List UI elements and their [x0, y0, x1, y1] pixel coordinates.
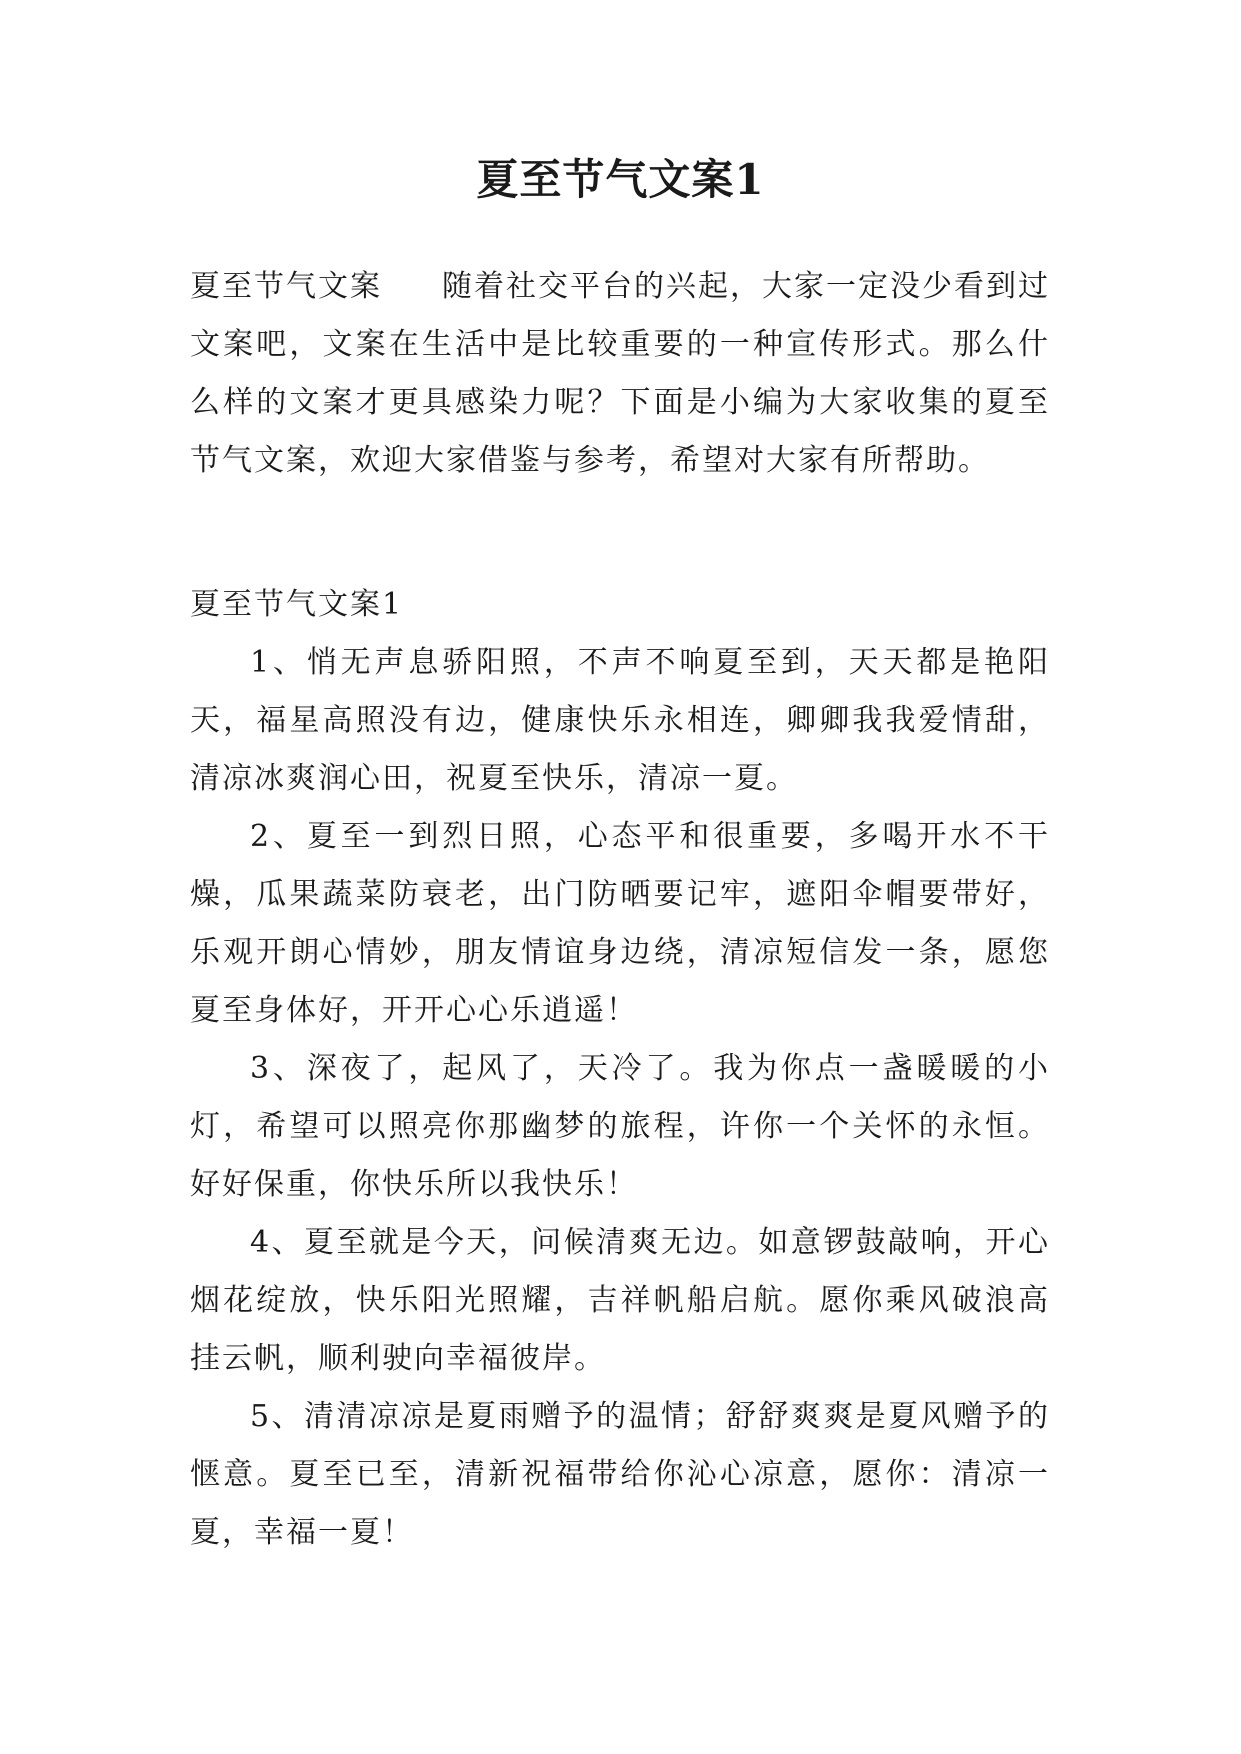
- intro-paragraph: [190, 258, 1050, 490]
- intro-text: 随着社交平台的兴起，大家一定没少看到过文案吧，文案在生活中是比较重要的一种宣传形式。那么什么样的文案才更具感染力呢？下面是小编为大家收集的夏至节气文案，欢迎大家借鉴与参考，希望对大家有所帮助。: [190, 269, 1050, 478]
- list-item: 1、悄无声息骄阳照，不声不响夏至到，天天都是艳阳天，福星高照没有边，健康快乐永相连，卿卿我我爱情甜，清凉冰爽润心田，祝夏至快乐，清凉一夏。: [190, 645, 1050, 796]
- document-title: 夏至节气文案1: [476, 155, 765, 204]
- list-item: 2、夏至一到烈日照，心态平和很重要，多喝开水不干燥，瓜果蔬菜防衰老，出门防晒要记牢，遮阳伞帽要带好，乐观开朗心情妙，朋友情谊身边绕，清凉短信发一条，愿您夏至身体好，开开心心乐逍遥！: [190, 819, 1050, 1028]
- intro-lead: 夏至节气文案: [190, 269, 382, 304]
- section-heading: 夏至节气文案1: [190, 587, 404, 622]
- list-item: 5、清清凉凉是夏雨赠予的温情；舒舒爽爽是夏风赠予的惬意。夏至已至，清新祝福带给你沁心凉意，愿你：清凉一夏，幸福一夏！: [190, 1399, 1050, 1550]
- item-list: [190, 634, 1050, 1562]
- list-item: 4、夏至就是今天，问候清爽无边。如意锣鼓敲响，开心烟花绽放，快乐阳光照耀，吉祥帆船启航。愿你乘风破浪高挂云帆，顺利驶向幸福彼岸。: [190, 1225, 1050, 1376]
- list-item: 3、深夜了，起风了，天冷了。我为你点一盏暖暖的小灯，希望可以照亮你那幽梦的旅程，许你一个关怀的永恒。好好保重，你快乐所以我快乐！: [190, 1051, 1050, 1202]
